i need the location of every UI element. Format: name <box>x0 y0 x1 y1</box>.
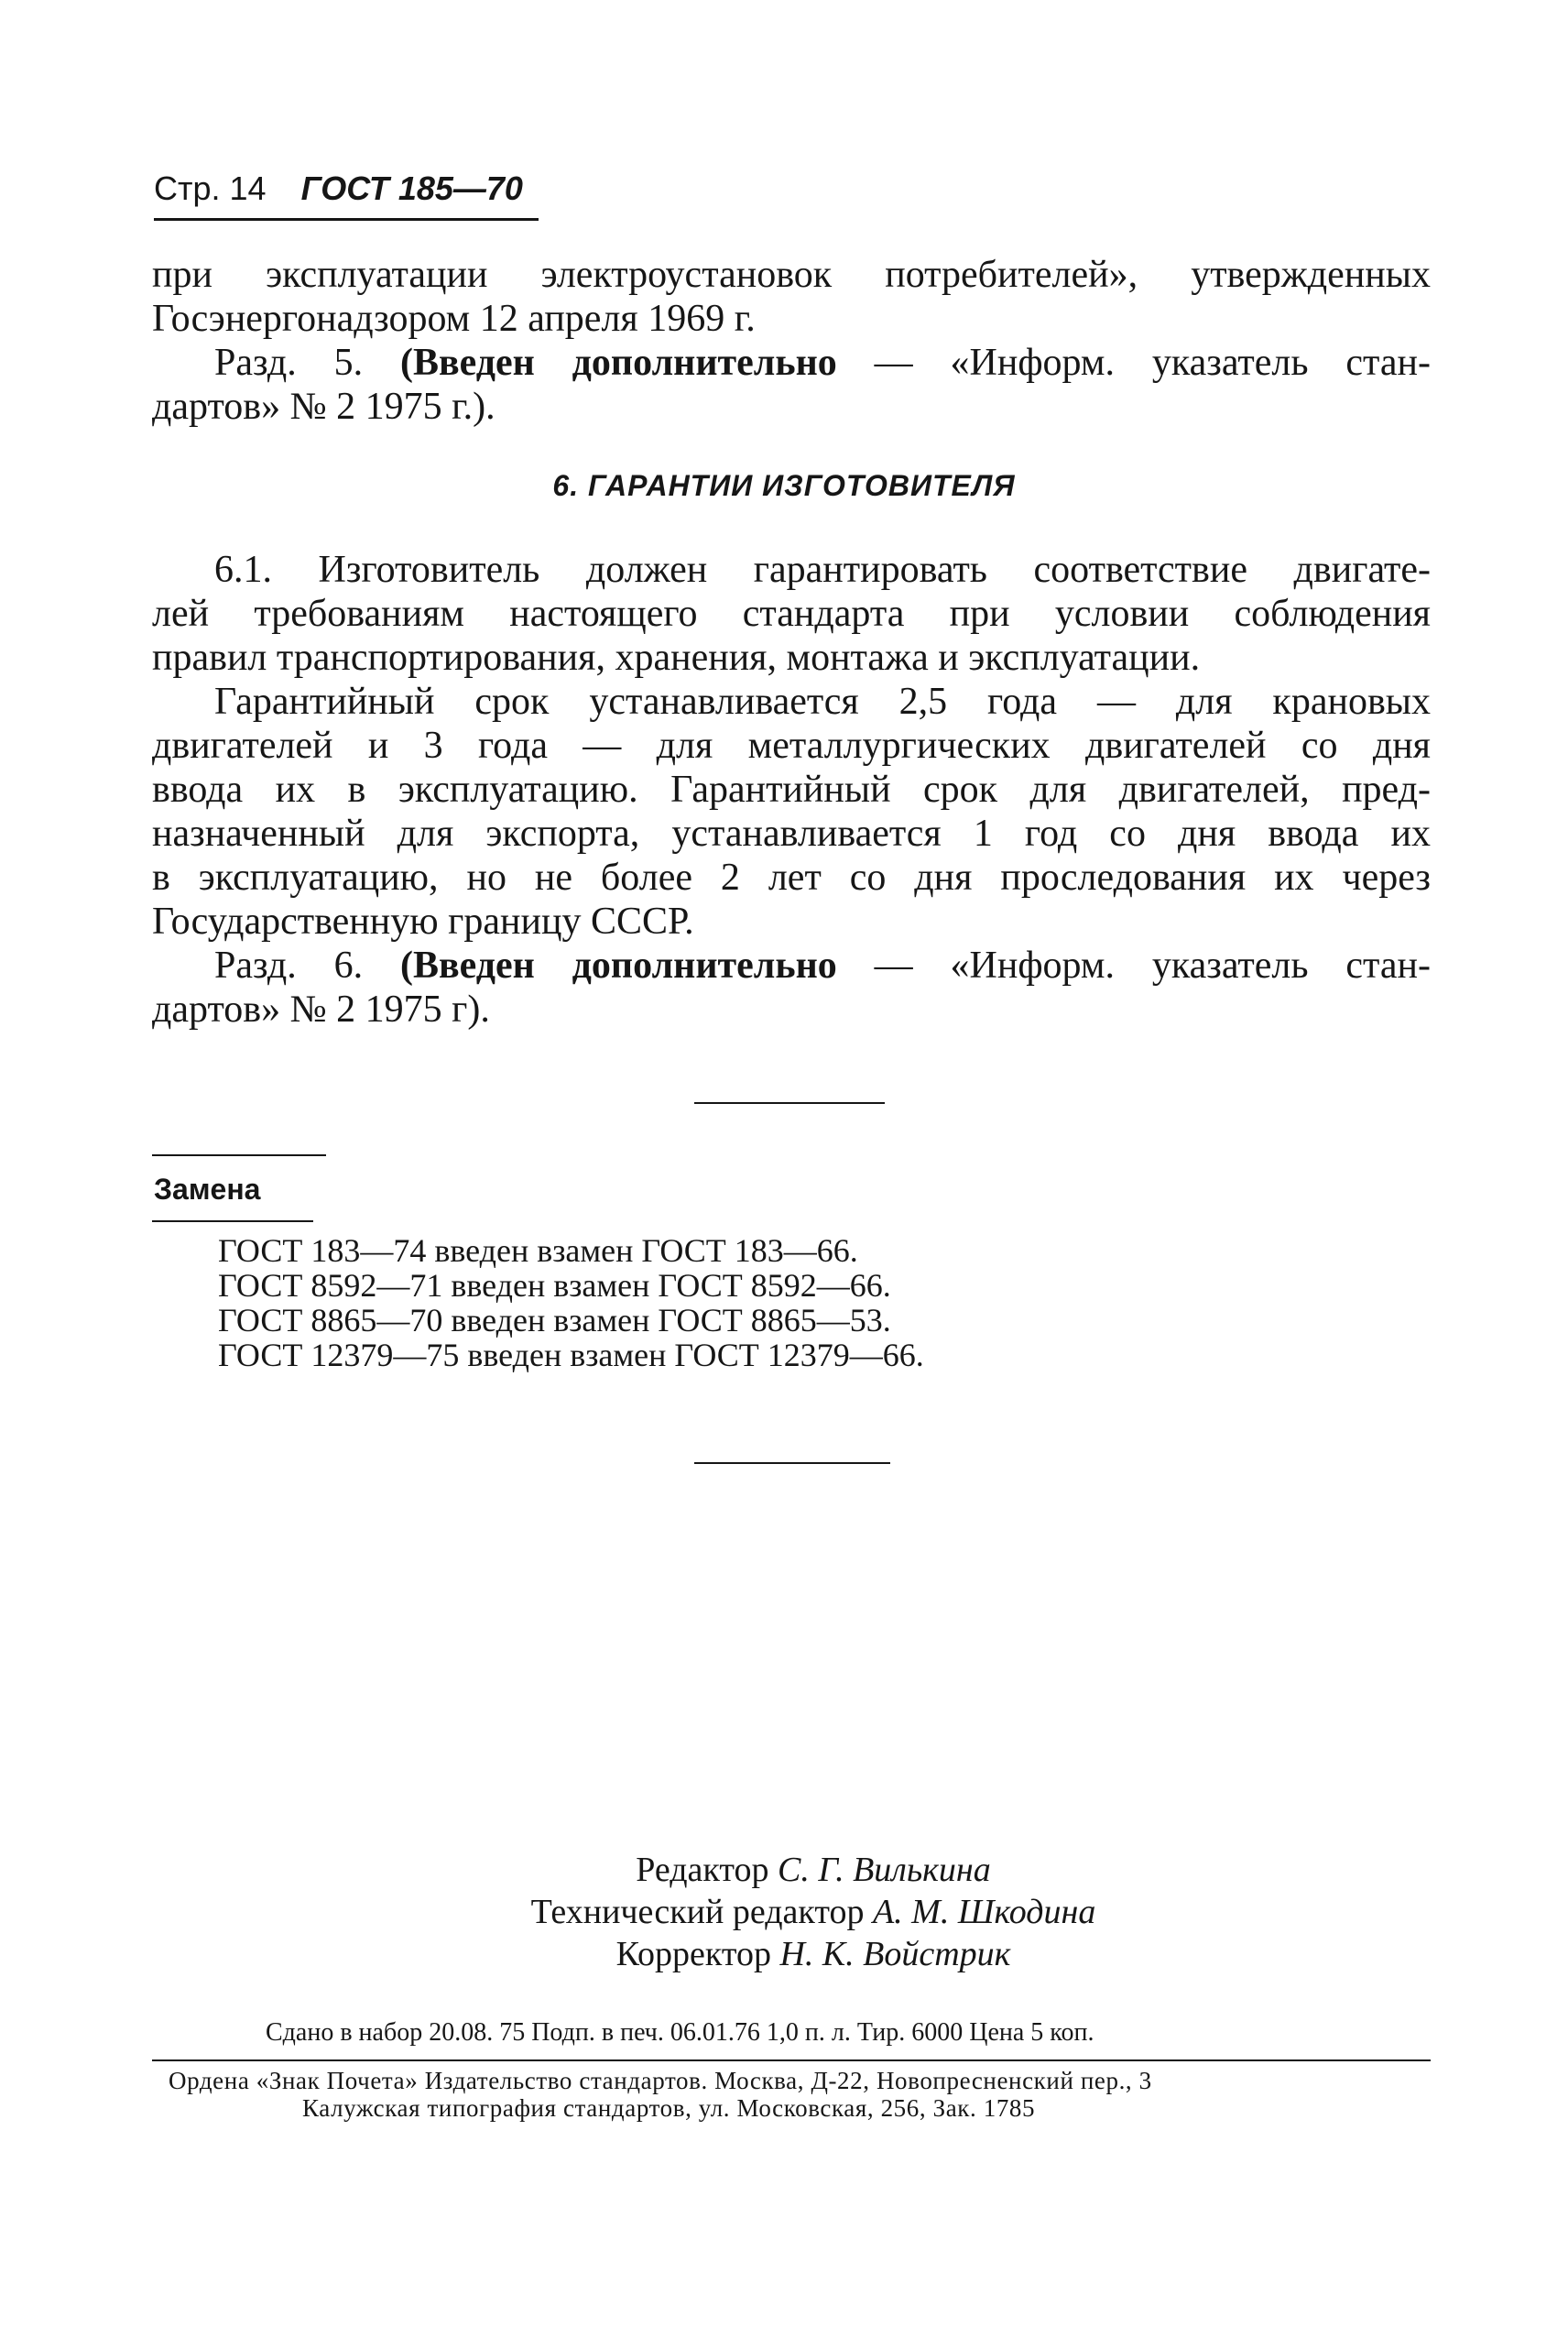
credit-corrector <box>0 1933 1568 1975</box>
editor-label: Редактор <box>636 1851 769 1889</box>
s6-note-line-2: дартов» № 2 1975 г). <box>152 989 490 1031</box>
intro-note-line-1 <box>214 341 1431 385</box>
s6-note-bold: (Введен дополнительно <box>399 945 837 987</box>
s6-note-rest: — «Информ. указатель стан- <box>874 945 1432 987</box>
s6-p2-line-3: ввода их в эксплуатацию. Гарантийный срок для двигателей, пред- <box>152 769 1431 811</box>
doc-code: ГОСТ 185—70 <box>300 169 523 207</box>
tech-editor-name: А. М. Шкодина <box>872 1893 1096 1931</box>
corrector-label: Корректор <box>615 1935 771 1973</box>
imprint-rule <box>152 2059 1431 2061</box>
imprint-line: Сдано в набор 20.08. 75 Подп. в печ. 06.01.76 1,0 п. л. Тир. 6000 Цена 5 коп. <box>266 2018 1094 2047</box>
replacement-row: ГОСТ 183—74 введен взамен ГОСТ 183—66. <box>218 1232 858 1269</box>
intro-note-prefix: Разд. 5. <box>214 342 364 384</box>
intro-note-rest: — «Информ. указатель стан- <box>874 342 1432 384</box>
replacement-row: ГОСТ 8865—70 введен взамен ГОСТ 8865—53. <box>218 1302 891 1338</box>
page-label: Стр. 14 <box>154 169 267 207</box>
publisher-line-2: Калужская типография стандартов, ул. Московская, 256, Зак. 1785 <box>302 2094 1036 2122</box>
replacement-rule-top <box>152 1154 326 1156</box>
s6-p2-line-4: назначенный для экспорта, устанавливается 1 год со дня ввода их <box>152 813 1431 855</box>
intro-line-1: при эксплуатации электроустановок потребителей», утвержденных <box>152 254 1431 296</box>
separator-rule-2 <box>694 1462 890 1464</box>
s6-p2-line-2: двигателей и 3 года — для металлургических двигателей со дня <box>152 725 1431 767</box>
header-rule <box>154 218 539 221</box>
credit-tech-editor <box>0 1891 1568 1933</box>
replacement-row: ГОСТ 12379—75 введен взамен ГОСТ 12379—66. <box>218 1337 924 1373</box>
credit-editor <box>0 1849 1568 1891</box>
intro-note-bold: (Введен дополнительно <box>399 342 837 384</box>
s6-p1-line-3: правил транспортирования, хранения, монтажа и эксплуатации. <box>152 637 1201 679</box>
running-header <box>154 170 523 207</box>
separator-rule-1 <box>694 1102 885 1104</box>
corrector-name: Н. К. Войстрик <box>779 1935 1011 1973</box>
s6-p2-line-5: в эксплуатацию, но не более 2 лет со дня проследования их через <box>152 857 1431 899</box>
publisher-line-1: Ордена «Знак Почета» Издательство стандартов. Москва, Д-22, Новопресненский пер., 3 <box>169 2067 1152 2094</box>
s6-note-line-1 <box>214 944 1431 988</box>
tech-editor-label: Технический редактор <box>530 1893 865 1931</box>
s6-p1-line-1: 6.1. Изготовитель должен гарантировать соответствие двигате- <box>214 549 1431 591</box>
intro-note-line-2: дартов» № 2 1975 г.). <box>152 386 495 428</box>
s6-p1-line-2: лей требованиям настоящего стандарта при условии соблюдения <box>152 593 1431 635</box>
s6-note-prefix: Разд. 6. <box>214 945 364 987</box>
intro-line-2: Госэнергонадзором 12 апреля 1969 г. <box>152 298 756 340</box>
replacement-heading: Замена <box>154 1173 261 1206</box>
s6-p2-line-1: Гарантийный срок устанавливается 2,5 года — для крановых <box>214 681 1431 723</box>
replacement-rule-bottom <box>152 1220 313 1222</box>
s6-p2-line-6: Государственную границу СССР. <box>152 901 694 943</box>
editor-name: С. Г. Вилькина <box>777 1851 991 1889</box>
replacement-row: ГОСТ 8592—71 введен взамен ГОСТ 8592—66. <box>218 1267 891 1304</box>
section-title: 6. ГАРАНТИИ ИЗГОТОВИТЕЛЯ <box>552 469 1016 502</box>
